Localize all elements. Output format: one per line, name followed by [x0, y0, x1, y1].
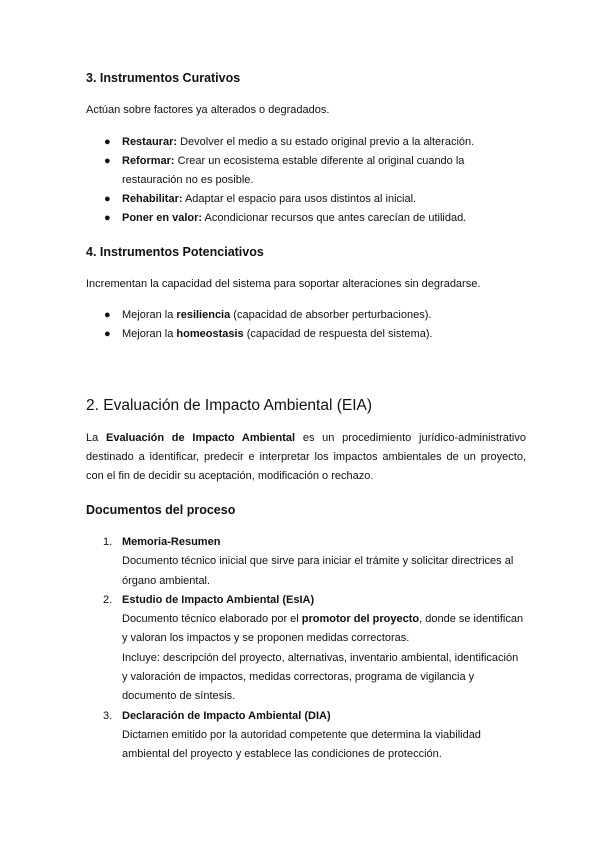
- bullet-icon: ●: [104, 212, 111, 224]
- list-item: ● Restaurar: Devolver el medio a su estado original previo a la alteración.: [86, 133, 526, 152]
- curativos-list: [86, 133, 526, 228]
- list-item: ● Reformar: Crear un ecosistema estable diferente al original cuando la restauración no es posible.: [86, 152, 526, 190]
- curativos-intro: Actúan sobre factores ya alterados o degradados.: [86, 104, 330, 116]
- list-item: ● Mejoran la resiliencia (capacidad de absorber perturbaciones).: [86, 306, 526, 325]
- doc-description: Documento técnico elaborado por el promotor del proyecto, donde se identifican y valoran los impactos y se proponen medidas correctoras.: [122, 613, 524, 645]
- list-item: ● Rehabilitar: Adaptar el espacio para usos distintos al inicial.: [86, 190, 526, 209]
- list-item: 3. Declaración de Impacto Ambiental (DIA) Dictamen emitido por la autoridad competente que determina la viabilidad ambiental del proyecto y establece las condiciones de protección.: [103, 709, 481, 761]
- heading-instrumentos-potenciativos: 4. Instrumentos Potenciativos: [86, 245, 264, 259]
- doc-title: Declaración de Impacto Ambiental (DIA): [122, 709, 331, 722]
- list-item: 1. Memoria-Resumen Documento técnico inicial que sirve para iniciar el trámite y solicitar directrices al órgano ambiental.: [103, 536, 514, 587]
- bullet-icon: ●: [104, 136, 111, 148]
- list-item: ● Poner en valor: Acondicionar recursos que antes carecían de utilidad.: [86, 209, 526, 228]
- doc-extra: Incluye: descripción del proyecto, alternativas, inventario ambiental, identificación y valoración de impactos, medidas correctoras, programa de vigilancia y documento de síntesis.: [122, 651, 519, 703]
- doc-title: Estudio de Impacto Ambiental (EsIA): [122, 593, 315, 606]
- doc-description: Documento técnico inicial que sirve para iniciar el trámite y solicitar directrices al órgano ambiental.: [122, 555, 514, 587]
- bullet-icon: ●: [104, 309, 111, 321]
- heading-evaluacion-impacto-ambiental: 2. Evaluación de Impacto Ambiental (EIA): [86, 397, 373, 414]
- list-item: 2. Estudio de Impacto Ambiental (EsIA) Documento técnico elaborado por el promotor del proyecto, donde se identifican y valoran los impactos y se proponen medidas correctoras. Incluye: descripción del proyecto, alternativas, inventario ambiental, identificación y valoración de impactos, medidas correctoras, programa de vigilancia y documento de síntesis.: [103, 593, 524, 703]
- bullet-icon: ●: [104, 155, 111, 167]
- potenciativos-intro: Incrementan la capacidad del sistema para soportar alteraciones sin degradarse.: [86, 278, 481, 290]
- potenciativos-list: [86, 306, 526, 344]
- bullet-icon: ●: [104, 193, 111, 205]
- list-item: ● Mejoran la homeostasis (capacidad de respuesta del sistema).: [86, 325, 526, 344]
- doc-title: Memoria-Resumen: [122, 536, 221, 548]
- doc-description: Dictamen emitido por la autoridad competente que determina la viabilidad ambiental del proyecto y establece las condiciones de protección.: [122, 728, 481, 761]
- documentos-list: [86, 533, 526, 765]
- bullet-icon: ●: [104, 328, 111, 340]
- eia-intro: La Evaluación de Impacto Ambiental es un procedimiento jurídico-administrativo destinado a identificar, predecir e interpretar los impactos ambientales de un proyecto, con el fin de decidir su aceptación, modificación o rechazo.: [86, 432, 526, 482]
- heading-instrumentos-curativos: 3. Instrumentos Curativos: [86, 71, 241, 85]
- heading-documentos-proceso: Documentos del proceso: [86, 503, 236, 517]
